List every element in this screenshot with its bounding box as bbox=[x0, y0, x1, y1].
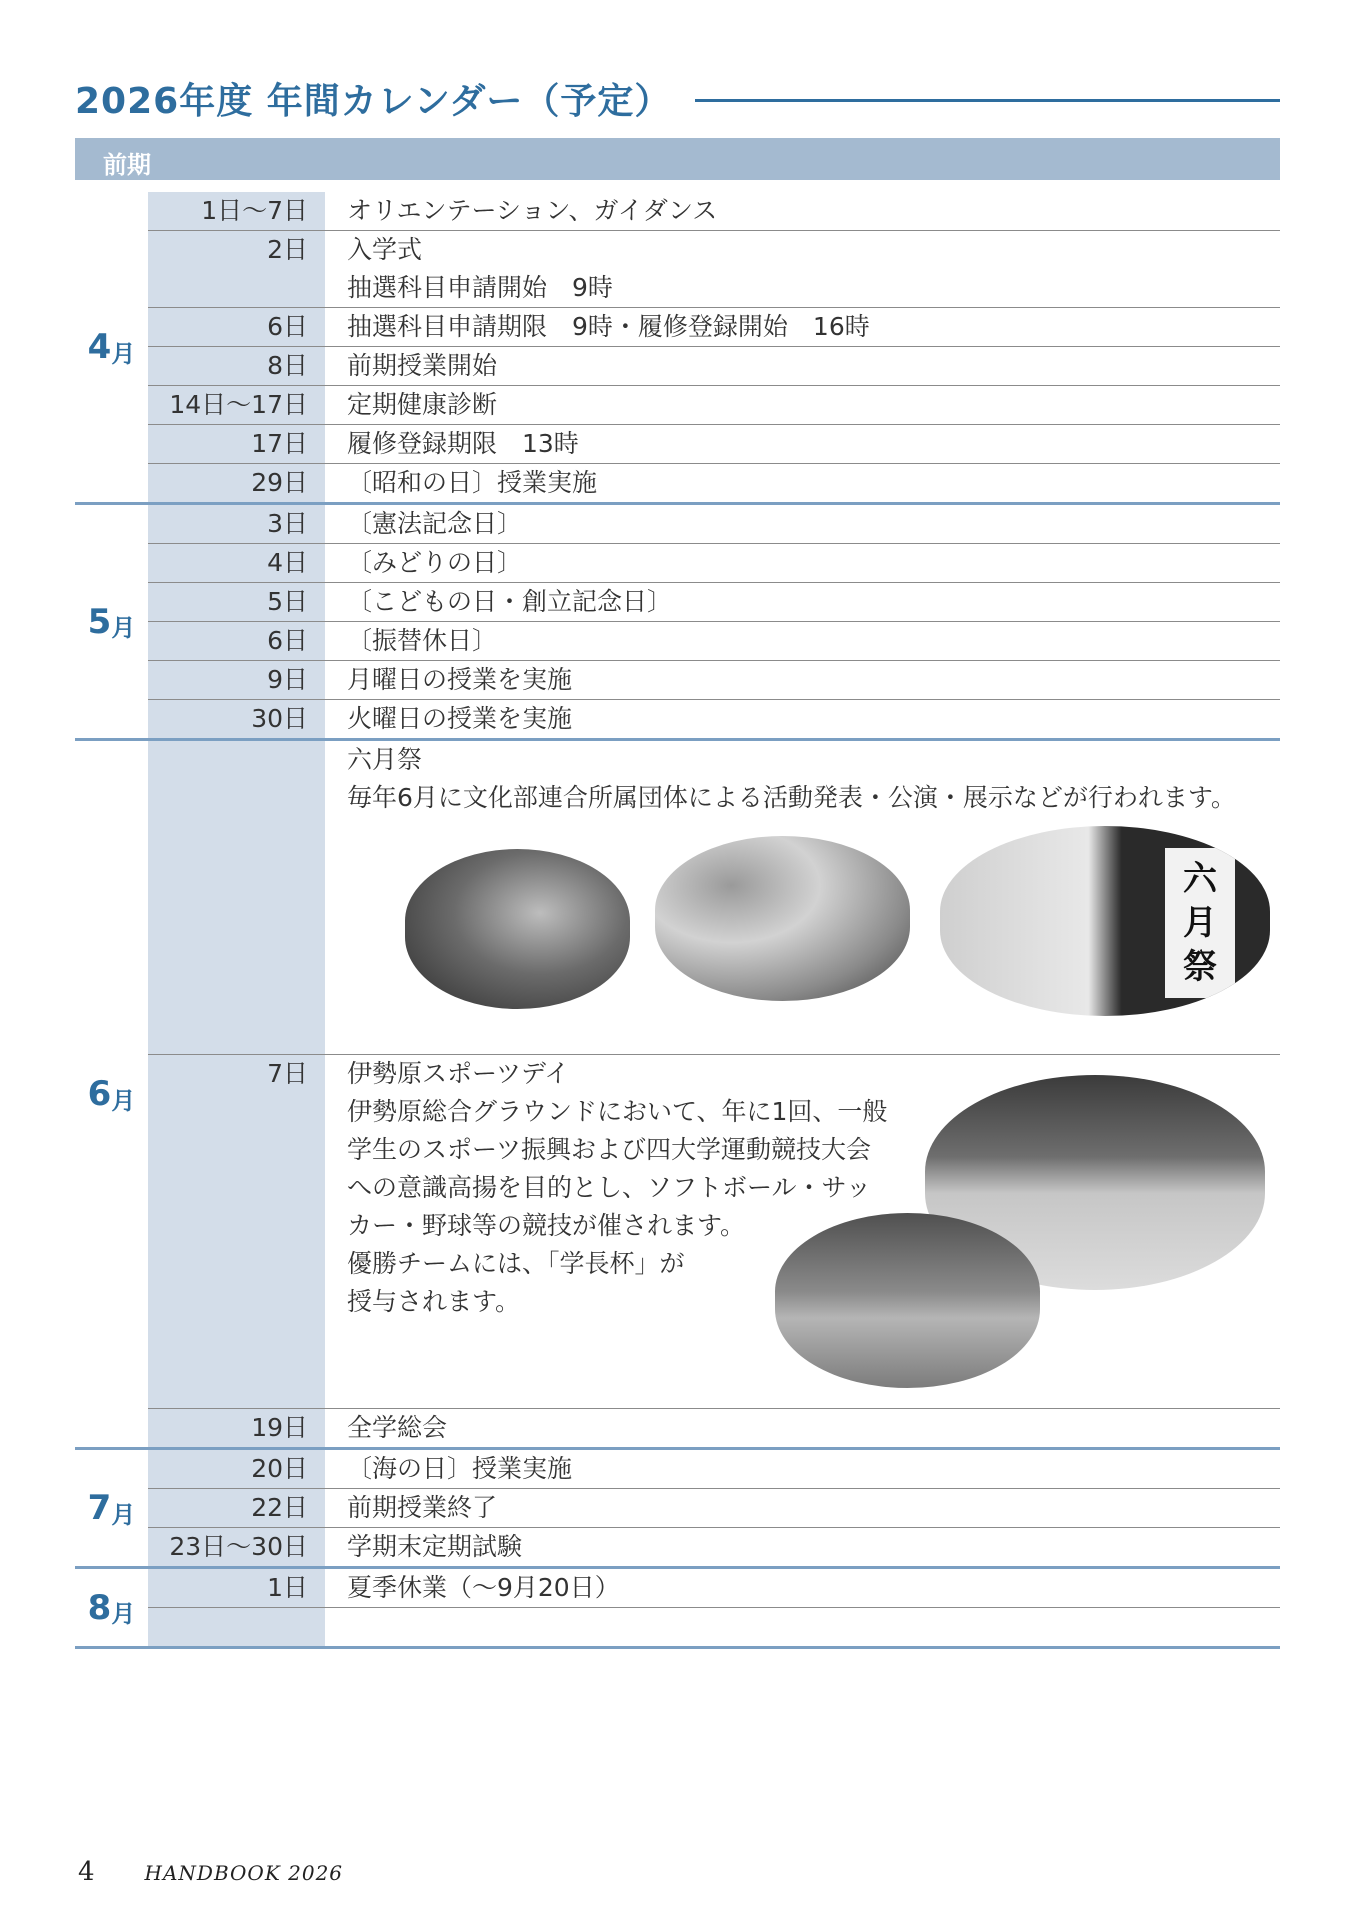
calendar-row bbox=[148, 1055, 1280, 1409]
calendar-row bbox=[148, 231, 1280, 308]
date-cell: 5日 bbox=[148, 583, 325, 621]
month-unit: 月 bbox=[111, 1086, 136, 1115]
date-cell: 1日～7日 bbox=[148, 192, 325, 230]
event-text: 月曜日の授業を実施 bbox=[347, 665, 573, 694]
date-cell bbox=[148, 741, 325, 1054]
event-text: 優勝チームには、「学長杯」が bbox=[347, 1249, 685, 1278]
event-text: 学生のスポーツ振興および四大学運動競技大会 bbox=[347, 1135, 872, 1164]
event-cell bbox=[325, 1608, 1280, 1646]
month-label bbox=[75, 192, 148, 502]
calendar-row bbox=[148, 386, 1280, 425]
event-cell bbox=[325, 231, 1280, 307]
handbook-label: HANDBOOK 2026 bbox=[144, 1861, 344, 1885]
calendar-row bbox=[148, 425, 1280, 464]
event-text bbox=[347, 1608, 1280, 1646]
event-cell bbox=[325, 1569, 1280, 1607]
date-cell: 19日 bbox=[148, 1409, 325, 1447]
calendar-row bbox=[148, 505, 1280, 544]
event-text: 前期授業開始 bbox=[347, 351, 498, 380]
date-cell: 3日 bbox=[148, 505, 325, 543]
date-cell: 1日 bbox=[148, 1569, 325, 1607]
event-cell bbox=[325, 700, 1280, 738]
term-label: 前期 bbox=[103, 151, 151, 179]
month-number: 6 bbox=[87, 1074, 112, 1114]
calendar-row bbox=[148, 1409, 1280, 1447]
page-header bbox=[75, 70, 1280, 126]
event-text: 〔憲法記念日〕 bbox=[347, 509, 523, 538]
event-text: 前期授業終了 bbox=[347, 1493, 498, 1522]
event-text: 〔昭和の日〕授業実施 bbox=[347, 468, 598, 497]
event-text: 夏季休業（～9月20日） bbox=[347, 1573, 620, 1602]
month-number: 8 bbox=[87, 1587, 112, 1628]
page-title: 2026年度 年間カレンダー（予定） bbox=[75, 80, 672, 122]
calendar-row bbox=[148, 1489, 1280, 1528]
calendar-row bbox=[148, 464, 1280, 502]
event-text: 伊勢原スポーツデイ bbox=[347, 1059, 570, 1088]
date-cell: 6日 bbox=[148, 622, 325, 660]
event-cell bbox=[325, 347, 1280, 385]
calendar-row bbox=[148, 583, 1280, 622]
event-text: 履修登録期限 13時 bbox=[347, 429, 579, 458]
event-text: 〔海の日〕授業実施 bbox=[347, 1454, 573, 1483]
date-cell: 7日 bbox=[148, 1055, 325, 1408]
event-cell bbox=[325, 1055, 1280, 1408]
calendar-row bbox=[148, 1569, 1280, 1608]
month-number: 5 bbox=[87, 601, 112, 642]
date-cell: 29日 bbox=[148, 464, 325, 502]
month-august bbox=[75, 1569, 1280, 1649]
date-cell: 8日 bbox=[148, 347, 325, 385]
month-label bbox=[75, 505, 148, 738]
event-text: 抽選科目申請期限 9時・履修登録開始 16時 bbox=[347, 312, 870, 341]
title-rule bbox=[695, 99, 1280, 102]
club-exhibit-photo bbox=[405, 849, 630, 1009]
month-may bbox=[75, 505, 1280, 741]
calendar-row bbox=[148, 622, 1280, 661]
calendar-table bbox=[75, 192, 1280, 1649]
date-cell: 22日 bbox=[148, 1489, 325, 1527]
calendar-row bbox=[148, 347, 1280, 386]
event-text: 定期健康診断 bbox=[347, 390, 498, 419]
month-unit: 月 bbox=[111, 339, 136, 368]
date-cell: 4日 bbox=[148, 544, 325, 582]
date-cell: 23日～30日 bbox=[148, 1528, 325, 1566]
event-cell bbox=[325, 1489, 1280, 1527]
month-unit: 月 bbox=[111, 614, 136, 642]
event-text: 伊勢原総合グラウンドにおいて、年に1回、一般 bbox=[347, 1097, 888, 1126]
event-cell bbox=[325, 1450, 1280, 1488]
month-number: 7 bbox=[87, 1488, 112, 1528]
calendar-row bbox=[148, 661, 1280, 700]
event-text: 入学式 bbox=[347, 235, 423, 264]
month-label bbox=[75, 741, 148, 1447]
event-cell bbox=[325, 505, 1280, 543]
date-cell: 2日 bbox=[148, 231, 325, 307]
event-text: への意識高揚を目的とし、ソフトボール・サッ bbox=[347, 1173, 872, 1202]
date-cell: 9日 bbox=[148, 661, 325, 699]
term-header-bar bbox=[75, 138, 1280, 180]
event-cell bbox=[325, 583, 1280, 621]
event-cell bbox=[325, 1409, 1280, 1447]
calendar-row bbox=[148, 192, 1280, 231]
event-text: 火曜日の授業を実施 bbox=[347, 704, 573, 733]
event-text: 毎年6月に文化部連合所属団体による活動発表・公演・展示などが行われます。 bbox=[347, 783, 1236, 812]
calendar-row bbox=[148, 544, 1280, 583]
calendar-row bbox=[148, 1528, 1280, 1566]
date-cell: 17日 bbox=[148, 425, 325, 463]
date-cell bbox=[148, 1608, 325, 1646]
month-june bbox=[75, 741, 1280, 1450]
month-label bbox=[75, 1569, 148, 1646]
event-cell bbox=[325, 192, 1280, 230]
ikebana-banner-photo bbox=[940, 826, 1270, 1016]
calendar-row bbox=[148, 1608, 1280, 1646]
month-april bbox=[75, 192, 1280, 505]
date-cell: 30日 bbox=[148, 700, 325, 738]
month-label bbox=[75, 1450, 148, 1566]
date-cell: 6日 bbox=[148, 308, 325, 346]
event-cell bbox=[325, 661, 1280, 699]
event-text: オリエンテーション、ガイダンス bbox=[347, 196, 718, 225]
event-cell bbox=[325, 741, 1280, 1054]
event-text: 授与されます。 bbox=[347, 1287, 521, 1316]
calendar-row bbox=[148, 1450, 1280, 1489]
event-cell bbox=[325, 425, 1280, 463]
event-cell bbox=[325, 464, 1280, 502]
event-text: 〔こどもの日・創立記念日〕 bbox=[347, 587, 673, 616]
event-cell bbox=[325, 386, 1280, 424]
event-cell bbox=[325, 1528, 1280, 1566]
page-footer bbox=[78, 1857, 343, 1887]
tea-ceremony-photo bbox=[655, 836, 910, 1001]
event-text: 六月祭 bbox=[347, 745, 423, 774]
event-text: 〔みどりの日〕 bbox=[347, 548, 523, 577]
month-unit: 月 bbox=[111, 1500, 136, 1529]
event-text: 全学総会 bbox=[347, 1413, 448, 1442]
event-text: カー・野球等の競技が催されます。 bbox=[347, 1211, 746, 1240]
calendar-row bbox=[148, 700, 1280, 738]
page-number: 4 bbox=[78, 1857, 95, 1887]
month-number: 4 bbox=[87, 327, 112, 367]
event-text: 学期末定期試験 bbox=[347, 1532, 523, 1561]
month-unit: 月 bbox=[111, 1600, 136, 1628]
date-cell: 14日～17日 bbox=[148, 386, 325, 424]
calendar-row bbox=[148, 741, 1280, 1055]
event-text: 〔振替休日〕 bbox=[347, 626, 498, 655]
festival-banner: 六 月 祭 bbox=[1165, 848, 1235, 998]
event-cell bbox=[325, 308, 1280, 346]
event-cell bbox=[325, 544, 1280, 582]
date-cell: 20日 bbox=[148, 1450, 325, 1488]
event-text: 抽選科目申請開始 9時 bbox=[347, 273, 613, 302]
calendar-row bbox=[148, 308, 1280, 347]
month-july bbox=[75, 1450, 1280, 1569]
event-cell bbox=[325, 622, 1280, 660]
